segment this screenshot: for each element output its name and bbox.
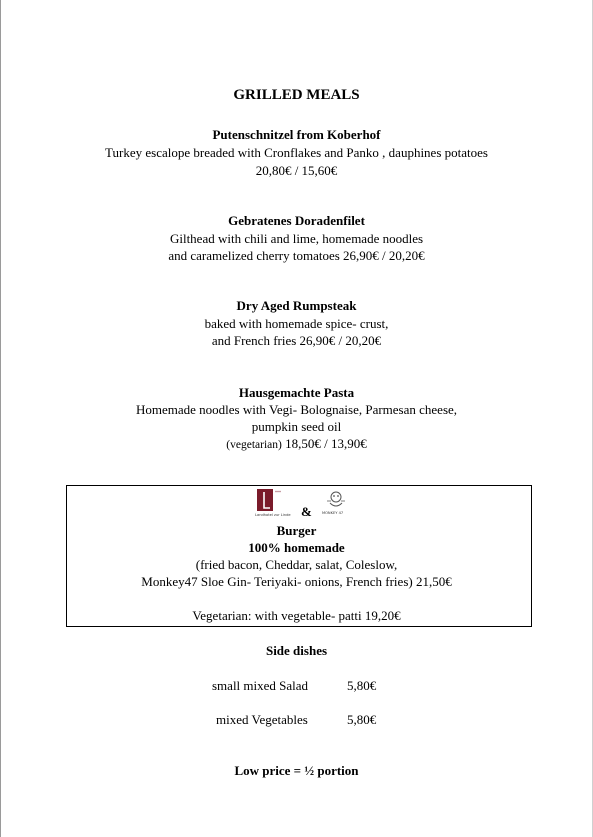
burger-description: (fried bacon, Cheddar, salat, Coleslow, [195, 557, 398, 572]
dish-description: Turkey escalope breaded with Cronflakes and Panko , dauphines potatoes [105, 145, 488, 160]
monkey47-logo [320, 489, 352, 517]
dish-description: Gilthead with chili and lime, homemade noodles [169, 231, 424, 246]
monkey47-logo-text: MONKEY 47 [322, 511, 344, 515]
portion-note: Low price = ½ portion [234, 763, 359, 778]
dish-price-note: (vegetarian) [226, 439, 282, 451]
dish-description: and caramelized cherry tomatoes 26,90€ / 20,20€ [168, 248, 425, 263]
dish-price: 20,80€ / 15,60€ [255, 163, 338, 178]
side-dish-name: mixed Vegetables [216, 712, 308, 727]
landhotel-linde-logo-text: Landhotel zur Linde [255, 513, 291, 517]
menu-heading: GRILLED MEALS [233, 87, 360, 103]
burger-vegetarian-option: Vegetarian: with vegetable- patti 19,20€ [192, 608, 401, 623]
side-dish-name: small mixed Salad [212, 678, 309, 693]
side-dishes-heading: Side dishes [265, 643, 328, 658]
dish-price-line [0, 435, 593, 454]
burger-subtitle: 100% homemade [248, 540, 345, 555]
dish-name: Hausgemachte Pasta [238, 385, 355, 400]
svg-text:***: *** [275, 490, 281, 495]
burger-name: Burger [276, 523, 317, 538]
dish-price: 18,50€ / 13,90€ [285, 436, 367, 451]
dish-name: Putenschnitzel from Koberhof [212, 127, 381, 142]
dish-description: pumpkin seed oil [251, 419, 342, 434]
dish-description: baked with homemade spice- crust, [204, 316, 389, 331]
side-dish-price: 5,80€ [347, 678, 377, 693]
dish-description: and French fries 26,90€ / 20,20€ [211, 333, 382, 348]
dish-description: Homemade noodles with Vegi- Bolognaise, Parmesan cheese, [135, 402, 458, 417]
landhotel-linde-logo [255, 489, 291, 517]
partner-logos [0, 489, 593, 519]
burger-description: Monkey47 Sloe Gin- Teriyaki- onions, French fries) 21,50€ [141, 574, 452, 589]
ampersand: & [301, 504, 312, 519]
side-dish-price: 5,80€ [347, 712, 377, 727]
dish-name: Dry Aged Rumpsteak [236, 298, 357, 313]
dish-name: Gebratenes Doradenfilet [228, 213, 365, 228]
